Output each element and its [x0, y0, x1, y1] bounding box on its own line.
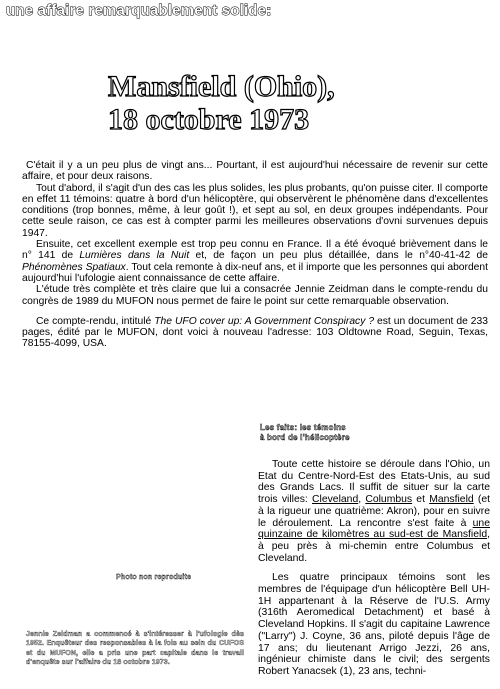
city-columbus: Columbus [365, 494, 413, 506]
section-heading-line-2: à bord de l'hélicoptère [260, 433, 350, 442]
intro-paragraph-1: C'était il y a un peu plus de vingt ans... Pourtant, il est aujourd'hui nécessaire de revenir sur cette affaire, et pour deux raisons. [22, 160, 488, 183]
title-line-2: 18 octobre 1973 [108, 103, 310, 136]
photo-placeholder-label: Photo non reproduite [116, 574, 192, 581]
intro-paragraph-5 [22, 316, 488, 350]
intro-paragraph-3 [22, 239, 488, 284]
s1-part-a: Toute cette histoire se déroule dans l'Ohio, un Etat du Centre-Nord-Est des Etats-Unis, au sud des Grands Lacs. Il suffit de situer sur la carte trois villes: [258, 459, 490, 506]
book-title: The UFO cover up: A Government Conspiracy ? [154, 315, 375, 327]
intro-paragraph-2: Tout d'abord, il s'agit d'un des cas les plus solides, les plus probants, qu'on puisse citer. Il comporte en effet 11 témoins: quatre à bord d'un hélicoptère, qui observèrent le phénomène dans d'excellentes conditions (trop bonnes, même, à leur goût !), et sept au sol, en deux groupes indépendants. Pour cette seule raison, ce cas est à compter parmi les meilleures observations d'ovni survenues depuis 1947. [22, 182, 488, 239]
s1-part-b: (et à la rigueur une quatrième: Akron), pour en suivre le déroulement. La rencontre s'est faite à [258, 494, 490, 529]
s1-sep-2: et [412, 494, 430, 506]
photo-caption: Jennie Zeidman a commencé à s'intéresser à l'ufologie dès 1952. Enquêteur des responsables à la fois au sein du CUFOS et du MUFON, elle a pris une part capitale dans le travail d'enquête sur l'affaire du 18 octobre 1973. [26, 631, 244, 666]
section-heading [260, 423, 490, 443]
s1-part-c: , à peu près à mi-chemin entre Columbus et Cleveland. [258, 529, 490, 564]
section-paragraph-2: Les quatre principaux témoins sont les membres de l'équipage d'un hélicoptère Bell UH-1H appartenant à la Réserve de l'U.S. Army (316th Aeromedical Detachment) et basé à Cleveland Hopkins. Il s'agit du capitaine Lawrence ("Larry") J. Coyne, 36 ans, piloté depuis l'âge de 17 ans; du lieutenant Arrigo Jezzi, 26 ans, ingénieur chimiste dans le civil; des sergents Robert Yanacsek (1), 23 ans, techni- [258, 572, 490, 677]
article-kicker: une affaire remarquablement solide: [6, 2, 272, 19]
p5-part-b: est un document de 233 pages, édité par le MUFON, dont voici à nouveau l'adresse: 103 Oldtowne Road, Seguin, Texas, 78155-4099, USA. [22, 315, 488, 350]
location-underlined: une quinzaine de kilomètres au sud-est de Mansfield [258, 517, 490, 541]
p5-part-a: Ce compte-rendu, intitulé [36, 315, 155, 327]
ps-title: Phénomènes Spatiaux [22, 261, 126, 273]
intro-text [22, 160, 488, 350]
p3-part-c: . Tout cela remonte à dix-neuf ans, et il importe que les personnes qui abordent aujourd'hui l'ufologie aient connaissance de cette affaire. [22, 261, 488, 284]
p3-part-a: Ensuite, cet excellent exemple est trop peu connu en France. Il a été évoqué brièvement dans le n° 141 de [22, 239, 488, 262]
section-paragraph-1 [258, 459, 490, 564]
section-text [258, 459, 490, 678]
section-column [258, 423, 490, 678]
city-mansfield: Mansfield [429, 494, 474, 506]
p3-part-b: et, de façon un peu plus détaillée, dans le n°40-41-42 de [189, 250, 488, 262]
ldln-title: Lumières dans la Nuit [79, 250, 190, 262]
s1-sep-1: , [358, 494, 366, 506]
article-title [108, 70, 428, 136]
intro-paragraph-4: L'étude très complète et très claire que lui a consacrée Jennie Zeidman dans le compte-rendu du congrès de 1989 du MUFON nous permet de faire le point sur cette remarquable observation. [22, 284, 488, 307]
city-cleveland: Cleveland [312, 494, 359, 506]
title-line-1: Mansfield (Ohio), [108, 70, 335, 103]
section-heading-line-1: Les faits: les témoins [260, 423, 346, 432]
